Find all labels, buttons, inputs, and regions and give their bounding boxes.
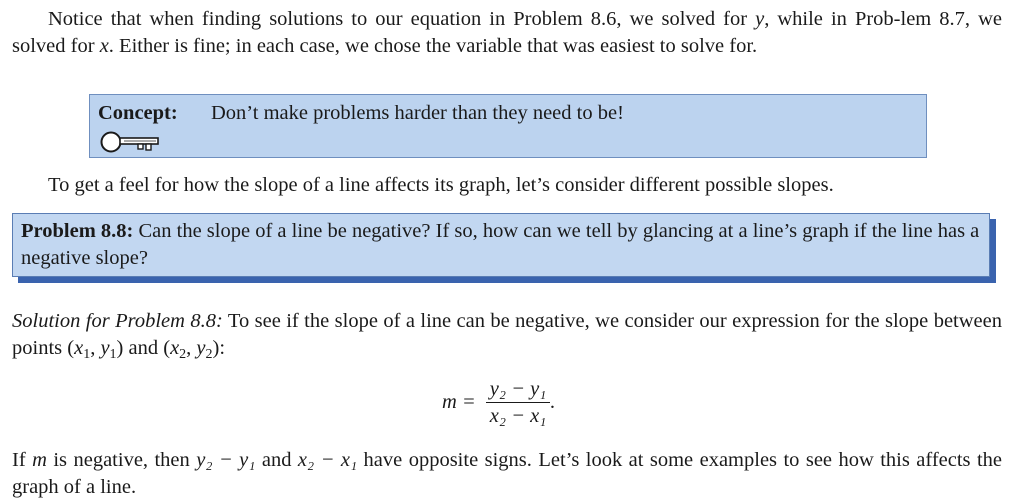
problem-statement xyxy=(21,218,981,272)
formula-period: . xyxy=(550,391,556,413)
intro-text-4: . Either is fine; in each case, we chose the variable that was easiest to solve xyxy=(108,35,725,57)
key-icon xyxy=(100,131,162,153)
var-y1: y xyxy=(100,337,110,359)
problem-label: Problem 8.8: xyxy=(21,220,134,242)
transition-paragraph: To get a feel for how the slope of a line affects its graph, let’s consider different possible slopes. xyxy=(48,174,834,196)
var-x: x xyxy=(99,35,109,57)
sub-1a: 1 xyxy=(83,347,91,362)
var-x1: x xyxy=(74,337,84,359)
conclusion-paragraph xyxy=(12,447,1002,501)
var-m: m xyxy=(32,449,47,471)
sub-2b: 2 xyxy=(205,347,213,362)
solution-text-2: ) and ( xyxy=(116,337,171,359)
slope-formula xyxy=(442,376,555,429)
concept-label: Concept: xyxy=(98,102,178,124)
formula-lhs: m = xyxy=(442,391,476,413)
concept-box xyxy=(89,94,927,158)
problem-text: Can the slope of a line be negative? If so, how can we tell by glancing at a line’s graph if the line has a negative slope? xyxy=(21,220,980,269)
conclusion-text-1: If xyxy=(12,449,33,471)
solution-label: Solution for Problem 8.8: xyxy=(12,310,223,332)
formula-denominator: x₂ − x₁ xyxy=(489,405,547,427)
intro-text-1: Notice that when finding solutions to our equation in Problem 8.6, we solved for xyxy=(48,8,756,30)
conclusion-text-4: have opposite signs. Let’s look at some examples to see how this affects the graph of a line. xyxy=(12,449,1003,498)
var-y2: y xyxy=(196,337,206,359)
formula-fraction xyxy=(486,376,551,429)
var-y: y xyxy=(755,8,765,30)
solution-text-3: ): xyxy=(212,337,226,359)
sub-1b: 1 xyxy=(109,347,117,362)
intro-paragraph xyxy=(12,6,1002,60)
expr-x-diff: x₂ − x₁ xyxy=(297,449,358,471)
solution-text-1: To see if the slope of a line can be negative, we consider our expression for the slope between points ( xyxy=(12,310,1002,359)
formula-numerator: y₂ − y₁ xyxy=(486,376,551,403)
sub-2a: 2 xyxy=(179,347,187,362)
conclusion-text-2: is negative, then xyxy=(46,449,197,471)
intro-text-5: for. xyxy=(729,35,758,57)
concept-text: Don’t make problems harder than they need to be! xyxy=(211,102,624,124)
expr-y-diff: y₂ − y₁ xyxy=(196,449,256,471)
intro-text-2: , while in Prob- xyxy=(764,8,901,30)
solution-paragraph: Solution for Problem 8.8: To see if the slope of a line can be negative, we consider our expression for the slope between points ($x_1$, $y_1$) and ($x_2$, $y_2$): xyxy=(12,310,1002,362)
conclusion-text-3: and xyxy=(255,449,298,471)
intro-text-3: lem 8.7, we solved for xyxy=(12,8,1002,57)
problem-box xyxy=(12,213,990,277)
var-x2: x xyxy=(170,337,180,359)
